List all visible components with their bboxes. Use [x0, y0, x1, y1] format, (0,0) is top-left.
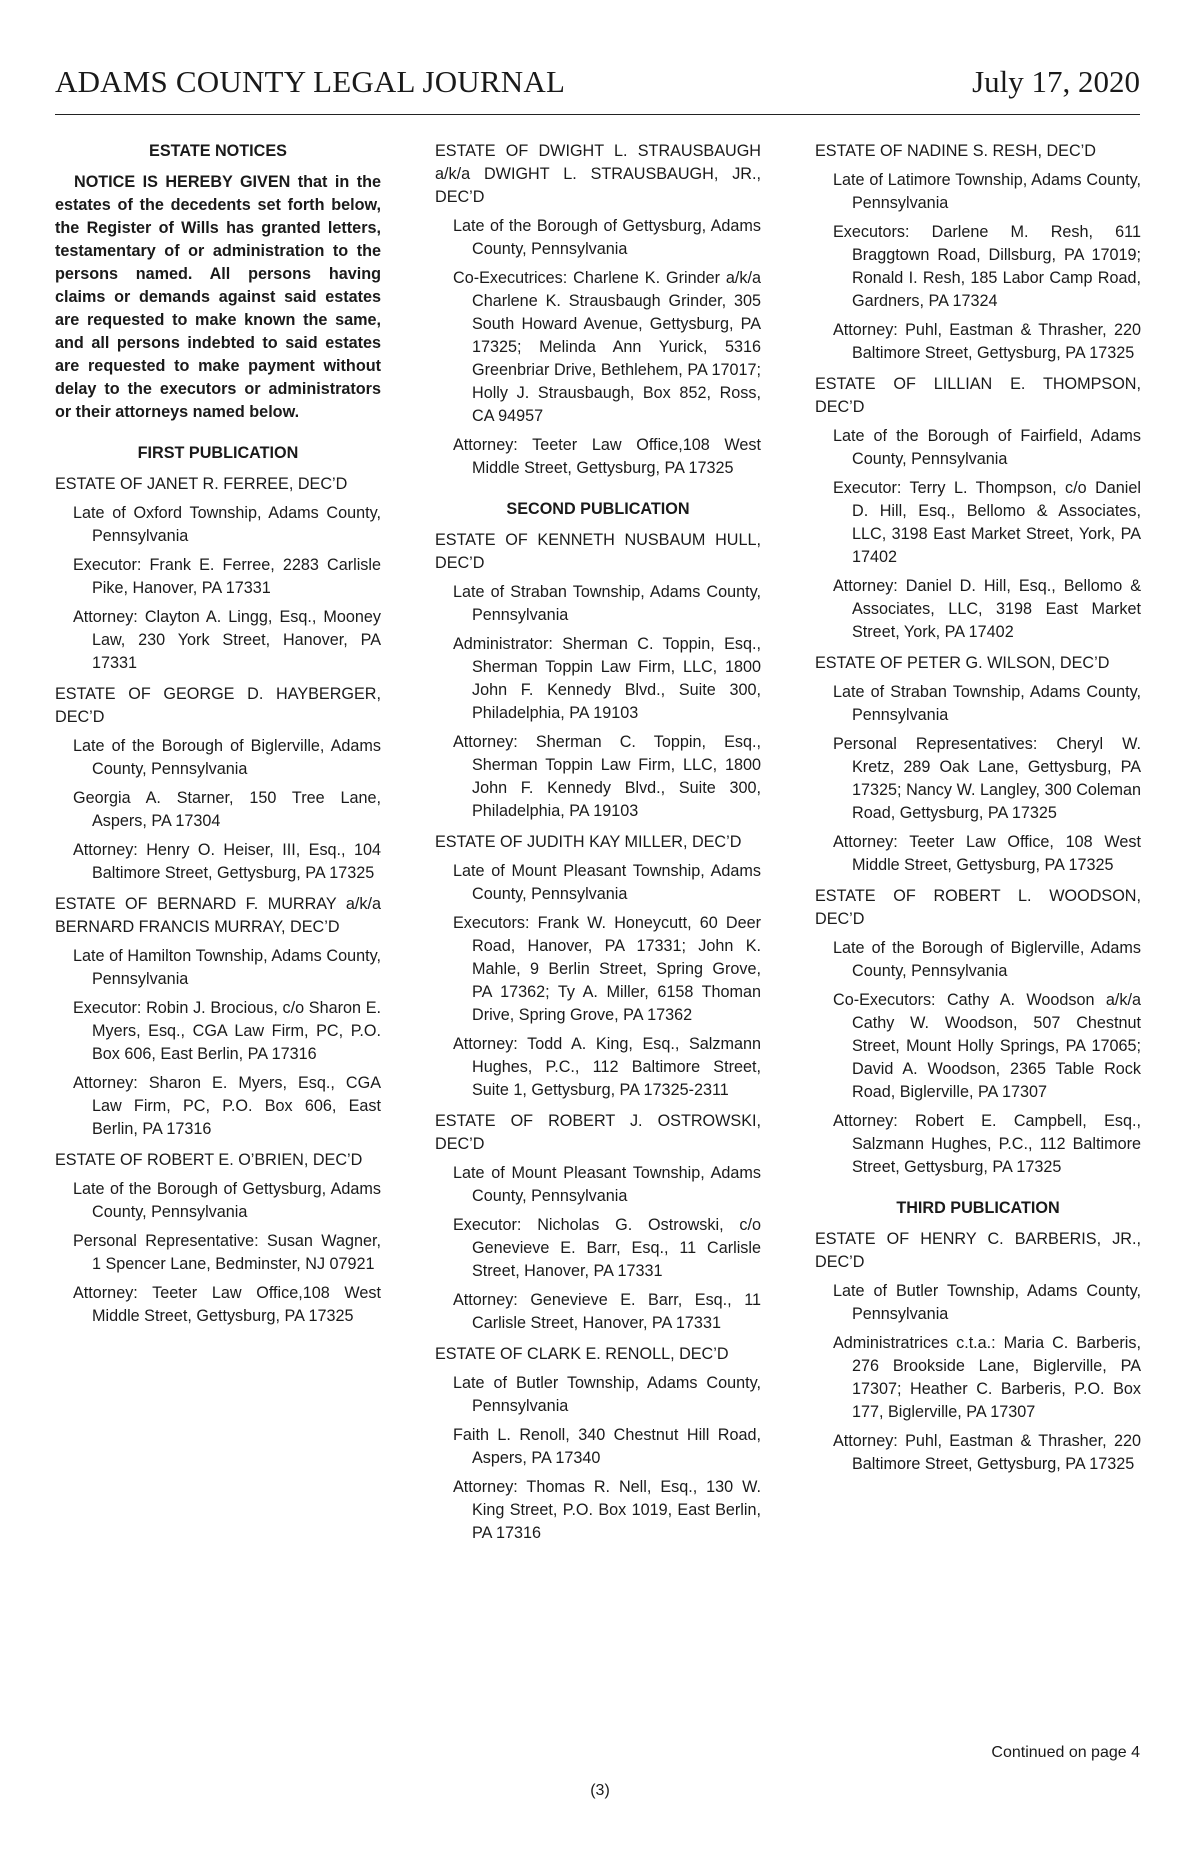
first-publication-heading: FIRST PUBLICATION [137, 444, 299, 462]
column-1 [55, 140, 381, 1334]
estate-residence: Late of Mount Pleasant Township, Adams County, Pennsylvania [453, 862, 761, 903]
estate-representative: Executors: Frank W. Honeycutt, 60 Deer Road, Hanover, PA 17331; John K. Mahle, 9 Berlin Street, Spring Grove, PA 17362; Ty A. Miller, 6158 Thoman Drive, Spring Grove, PA 17362 [453, 914, 761, 1024]
estate-notice [55, 473, 381, 675]
estate-residence: Late of Hamilton Township, Adams County, Pennsylvania [73, 947, 381, 988]
estate-attorney: Attorney: Robert E. Campbell, Esq., Salzmann Hughes, P.C., 112 Baltimore Street, Gettysburg, PA 17325 [833, 1112, 1141, 1176]
estate-name: ESTATE OF BERNARD F. MURRAY a/k/a BERNARD FRANCIS MURRAY, DEC’D [55, 895, 381, 936]
estate-residence: Late of Mount Pleasant Township, Adams County, Pennsylvania [453, 1164, 761, 1205]
third-publication-heading: THIRD PUBLICATION [896, 1199, 1060, 1217]
estate-name: ESTATE OF HENRY C. BARBERIS, JR., DEC’D [815, 1230, 1141, 1271]
estate-residence: Late of Latimore Township, Adams County, Pennsylvania [833, 171, 1141, 212]
estate-representative: Executor: Robin J. Brocious, c/o Sharon E. Myers, Esq., CGA Law Firm, PC, P.O. Box 606, East Berlin, PA 17316 [73, 999, 381, 1063]
estate-notice [435, 831, 761, 1102]
estate-name: ESTATE OF NADINE S. RESH, DEC’D [815, 142, 1096, 160]
estate-representative: Executor: Terry L. Thompson, c/o Daniel D. Hill, Esq., Bellomo & Associates, LLC, 3198 East Market Street, York, PA 17402 [833, 479, 1141, 566]
estate-attorney: Attorney: Daniel D. Hill, Esq., Bellomo & Associates, LLC, 3198 East Market Street, York, PA 17402 [833, 577, 1141, 641]
estate-residence: Late of Straban Township, Adams County, Pennsylvania [833, 683, 1141, 724]
estate-attorney: Attorney: Thomas R. Nell, Esq., 130 W. King Street, P.O. Box 1019, East Berlin, PA 17316 [453, 1478, 761, 1542]
estate-notice [815, 652, 1141, 877]
estate-representative: Personal Representative: Susan Wagner, 1 Spencer Lane, Bedminster, NJ 07921 [73, 1232, 381, 1273]
estate-notice [435, 140, 761, 480]
estate-attorney: Attorney: Todd A. King, Esq., Salzmann Hughes, P.C., 112 Baltimore Street, Suite 1, Gettysburg, PA 17325-2311 [453, 1035, 761, 1099]
estate-name: ESTATE OF LILLIAN E. THOMPSON, DEC’D [815, 375, 1141, 416]
continued-note: Continued on page 4 [991, 1744, 1140, 1761]
issue-date: July 17, 2020 [972, 64, 1140, 99]
estate-representative: Co-Executrices: Charlene K. Grinder a/k/a Charlene K. Strausbaugh Grinder, 305 South Howard Avenue, Gettysburg, PA 17325; Melinda Ann Yurick, 5316 Greenbriar Drive, Bethlehem, PA 17017; Holly J. Strausbaugh, Box 852, Ross, CA 94957 [453, 269, 761, 425]
estate-residence: Late of the Borough of Biglerville, Adams County, Pennsylvania [833, 939, 1141, 980]
estate-attorney: Attorney: Genevieve E. Barr, Esq., 11 Carlisle Street, Hanover, PA 17331 [453, 1291, 761, 1332]
column-3 [815, 140, 1141, 1482]
estate-residence: Late of Straban Township, Adams County, Pennsylvania [453, 583, 761, 624]
journal-title: ADAMS COUNTY LEGAL JOURNAL [55, 64, 566, 99]
estate-notice [815, 1228, 1141, 1476]
estate-representative: Executor: Nicholas G. Ostrowski, c/o Genevieve E. Barr, Esq., 11 Carlisle Street, Hanover, PA 17331 [453, 1216, 761, 1280]
estate-attorney: Attorney: Teeter Law Office,108 West Middle Street, Gettysburg, PA 17325 [73, 1284, 381, 1325]
estate-name: ESTATE OF ROBERT L. WOODSON, DEC’D [815, 887, 1141, 928]
estate-representative: Personal Representatives: Cheryl W. Kretz, 289 Oak Lane, Gettysburg, PA 17325; Nancy W. Langley, 300 Coleman Road, Gettysburg, PA 17325 [833, 735, 1141, 822]
estate-representative: Faith L. Renoll, 340 Chestnut Hill Road, Aspers, PA 17340 [453, 1426, 761, 1467]
journal-header [55, 64, 1140, 114]
estate-name: ESTATE OF GEORGE D. HAYBERGER, DEC’D [55, 685, 381, 726]
estate-residence: Late of the Borough of Gettysburg, Adams County, Pennsylvania [73, 1180, 381, 1221]
estate-notice [435, 1110, 761, 1335]
estate-name: ESTATE OF DWIGHT L. STRAUSBAUGH a/k/a DWIGHT L. STRAUSBAUGH, JR., DEC’D [435, 142, 761, 206]
estate-attorney: Attorney: Clayton A. Lingg, Esq., Mooney Law, 230 York Street, Hanover, PA 17331 [73, 608, 381, 672]
estate-attorney: Attorney: Puhl, Eastman & Thrasher, 220 Baltimore Street, Gettysburg, PA 17325 [833, 321, 1141, 362]
estate-name: ESTATE OF CLARK E. RENOLL, DEC’D [435, 1345, 729, 1363]
estate-attorney: Attorney: Henry O. Heiser, III, Esq., 104 Baltimore Street, Gettysburg, PA 17325 [73, 841, 381, 882]
estate-attorney: Attorney: Teeter Law Office,108 West Middle Street, Gettysburg, PA 17325 [453, 436, 761, 477]
estate-residence: Late of the Borough of Biglerville, Adams County, Pennsylvania [73, 737, 381, 778]
estate-name: ESTATE OF ROBERT E. O’BRIEN, DEC’D [55, 1151, 363, 1169]
estate-attorney: Attorney: Sherman C. Toppin, Esq., Sherman Toppin Law Firm, LLC, 1800 John F. Kennedy Blvd., Suite 300, Philadelphia, PA 19103 [453, 733, 761, 820]
estate-notice [55, 893, 381, 1141]
column-2 [435, 140, 761, 1551]
estate-name: ESTATE OF PETER G. WILSON, DEC’D [815, 654, 1110, 672]
header-rule [55, 114, 1140, 115]
estate-notices-heading: ESTATE NOTICES [149, 142, 287, 160]
estate-notice [815, 373, 1141, 644]
estate-representative: Administrator: Sherman C. Toppin, Esq., Sherman Toppin Law Firm, LLC, 1800 John F. Kennedy Blvd., Suite 300, Philadelphia, PA 19103 [453, 635, 761, 722]
estate-residence: Late of Oxford Township, Adams County, Pennsylvania [73, 504, 381, 545]
estate-name: ESTATE OF KENNETH NUSBAUM HULL, DEC’D [435, 531, 761, 572]
estate-residence: Late of the Borough of Fairfield, Adams County, Pennsylvania [833, 427, 1141, 468]
estate-representative: Administratrices c.t.a.: Maria C. Barberis, 276 Brookside Lane, Biglerville, PA 17307; Heather C. Barberis, P.O. Box 177, Biglerville, PA 17307 [833, 1334, 1141, 1421]
estate-name: ESTATE OF JUDITH KAY MILLER, DEC’D [435, 833, 742, 851]
estate-attorney: Attorney: Teeter Law Office, 108 West Middle Street, Gettysburg, PA 17325 [833, 833, 1141, 874]
estate-name: ESTATE OF JANET R. FERREE, DEC’D [55, 475, 348, 493]
estate-notice [435, 529, 761, 823]
estate-notice [55, 1149, 381, 1328]
estate-residence: Late of Butler Township, Adams County, Pennsylvania [833, 1282, 1141, 1323]
estate-name: ESTATE OF ROBERT J. OSTROWSKI, DEC’D [435, 1112, 761, 1153]
estate-residence: Late of Butler Township, Adams County, Pennsylvania [453, 1374, 761, 1415]
estate-attorney: Attorney: Puhl, Eastman & Thrasher, 220 Baltimore Street, Gettysburg, PA 17325 [833, 1432, 1141, 1473]
estate-representative: Executor: Frank E. Ferree, 2283 Carlisle Pike, Hanover, PA 17331 [73, 556, 381, 597]
estate-notice [815, 885, 1141, 1179]
estate-representative: Executors: Darlene M. Resh, 611 Braggtown Road, Dillsburg, PA 17019; Ronald I. Resh, 185 Labor Camp Road, Gardners, PA 17324 [833, 223, 1141, 310]
notice-intro: NOTICE IS HEREBY GIVEN that in the estates of the decedents set forth below, the Register of Wills has granted letters, testamentary of or administration to the persons named. All persons having claims or demands against said estates are requested to make known the same, and all persons indebted to said estates are requested to make payment without delay to the executors or administrators or their attorneys named below. [55, 173, 381, 421]
estate-notice [435, 1343, 761, 1545]
estate-attorney: Attorney: Sharon E. Myers, Esq., CGA Law Firm, PC, P.O. Box 606, East Berlin, PA 17316 [73, 1074, 381, 1138]
estate-notice [815, 140, 1141, 365]
page-number: (3) [590, 1782, 610, 1799]
estate-representative: Georgia A. Starner, 150 Tree Lane, Aspers, PA 17304 [73, 789, 381, 830]
estate-representative: Co-Executors: Cathy A. Woodson a/k/a Cathy W. Woodson, 507 Chestnut Street, Mount Holly Springs, PA 17065; David A. Woodson, 2365 Table Rock Road, Biglerville, PA 17307 [833, 991, 1141, 1101]
estate-notice [55, 683, 381, 885]
estate-residence: Late of the Borough of Gettysburg, Adams County, Pennsylvania [453, 217, 761, 258]
second-publication-heading: SECOND PUBLICATION [506, 500, 690, 518]
